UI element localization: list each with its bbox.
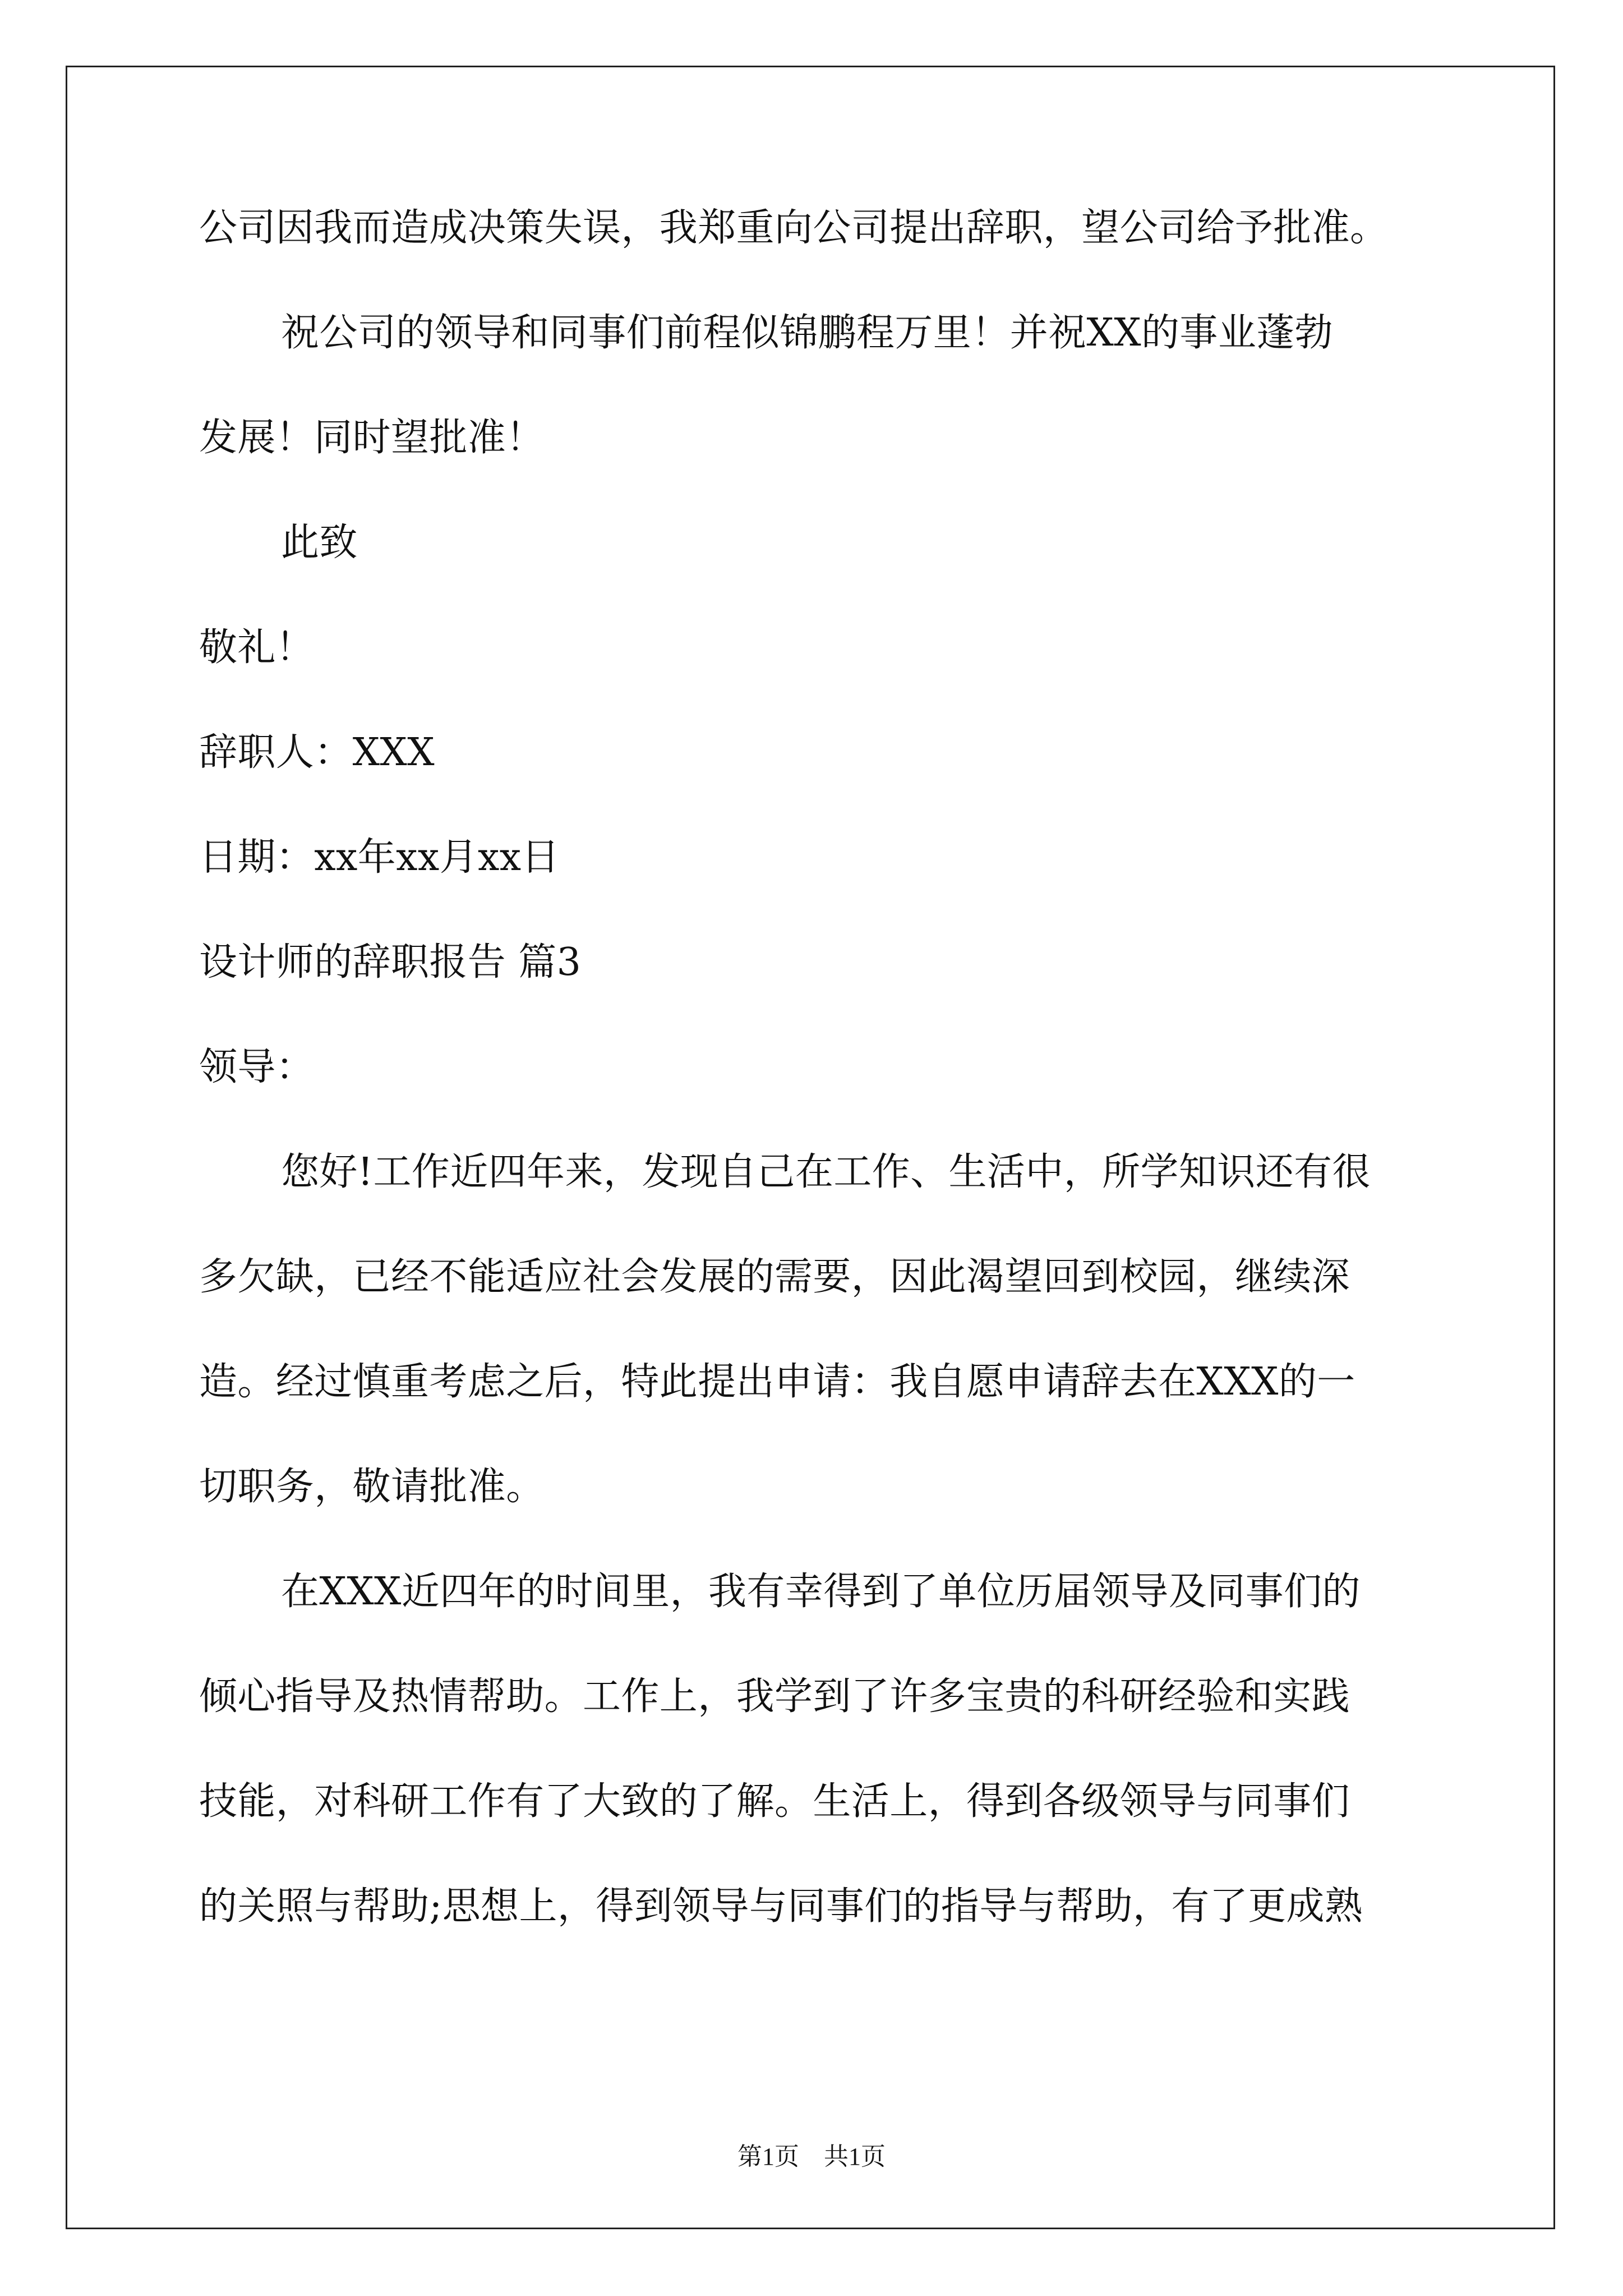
signature-name: 辞职人：XXX [199,730,435,775]
paragraph-line: 您好!工作近四年来，发现自己在工作、生活中，所学知识还有很 [281,1150,1371,1194]
paragraph-line: 公司因我而造成决策失误，我郑重向公司提出辞职，望公司给予批准。 [199,206,1389,250]
paragraph-line: 多欠缺，已经不能适应社会发展的需要，因此渴望回到校园，继续深 [199,1255,1350,1299]
paragraph-line: 造。经过慎重考虑之后，特此提出申请：我自愿申请辞去在XXX的一 [199,1360,1355,1404]
paragraph-line: 倾心指导及热情帮助。工作上，我学到了许多宝贵的科研经验和实践 [199,1674,1350,1719]
paragraph-line: 发展！同时望批准！ [199,416,545,460]
paragraph-line: 在XXX近四年的时间里，我有幸得到了单位历届领导及同事们的 [281,1570,1361,1614]
page-total: 共1页 [824,2143,886,2170]
letter-greeting: 领导： [199,1045,315,1089]
paragraph-line: 的关照与帮助;思想上，得到领导与同事们的指导与帮助，有了更成熟 [199,1884,1363,1929]
signature-date: 日期：xx年xx月xx日 [199,835,560,880]
closing-salutation: 此致 [281,521,358,565]
page-number: 第1页 [737,2143,799,2170]
closing-regards: 敬礼！ [199,625,315,670]
paragraph-line: 祝公司的领导和同事们前程似锦鹏程万里！并祝XX的事业蓬勃 [281,311,1334,355]
page-footer [0,2140,1623,2174]
section-heading: 设计师的辞职报告 篇3 [199,940,582,984]
paragraph-line: 技能，对科研工作有了大致的了解。生活上，得到各级领导与同事们 [199,1779,1350,1824]
paragraph-line: 切职务，敬请批准。 [199,1465,545,1509]
